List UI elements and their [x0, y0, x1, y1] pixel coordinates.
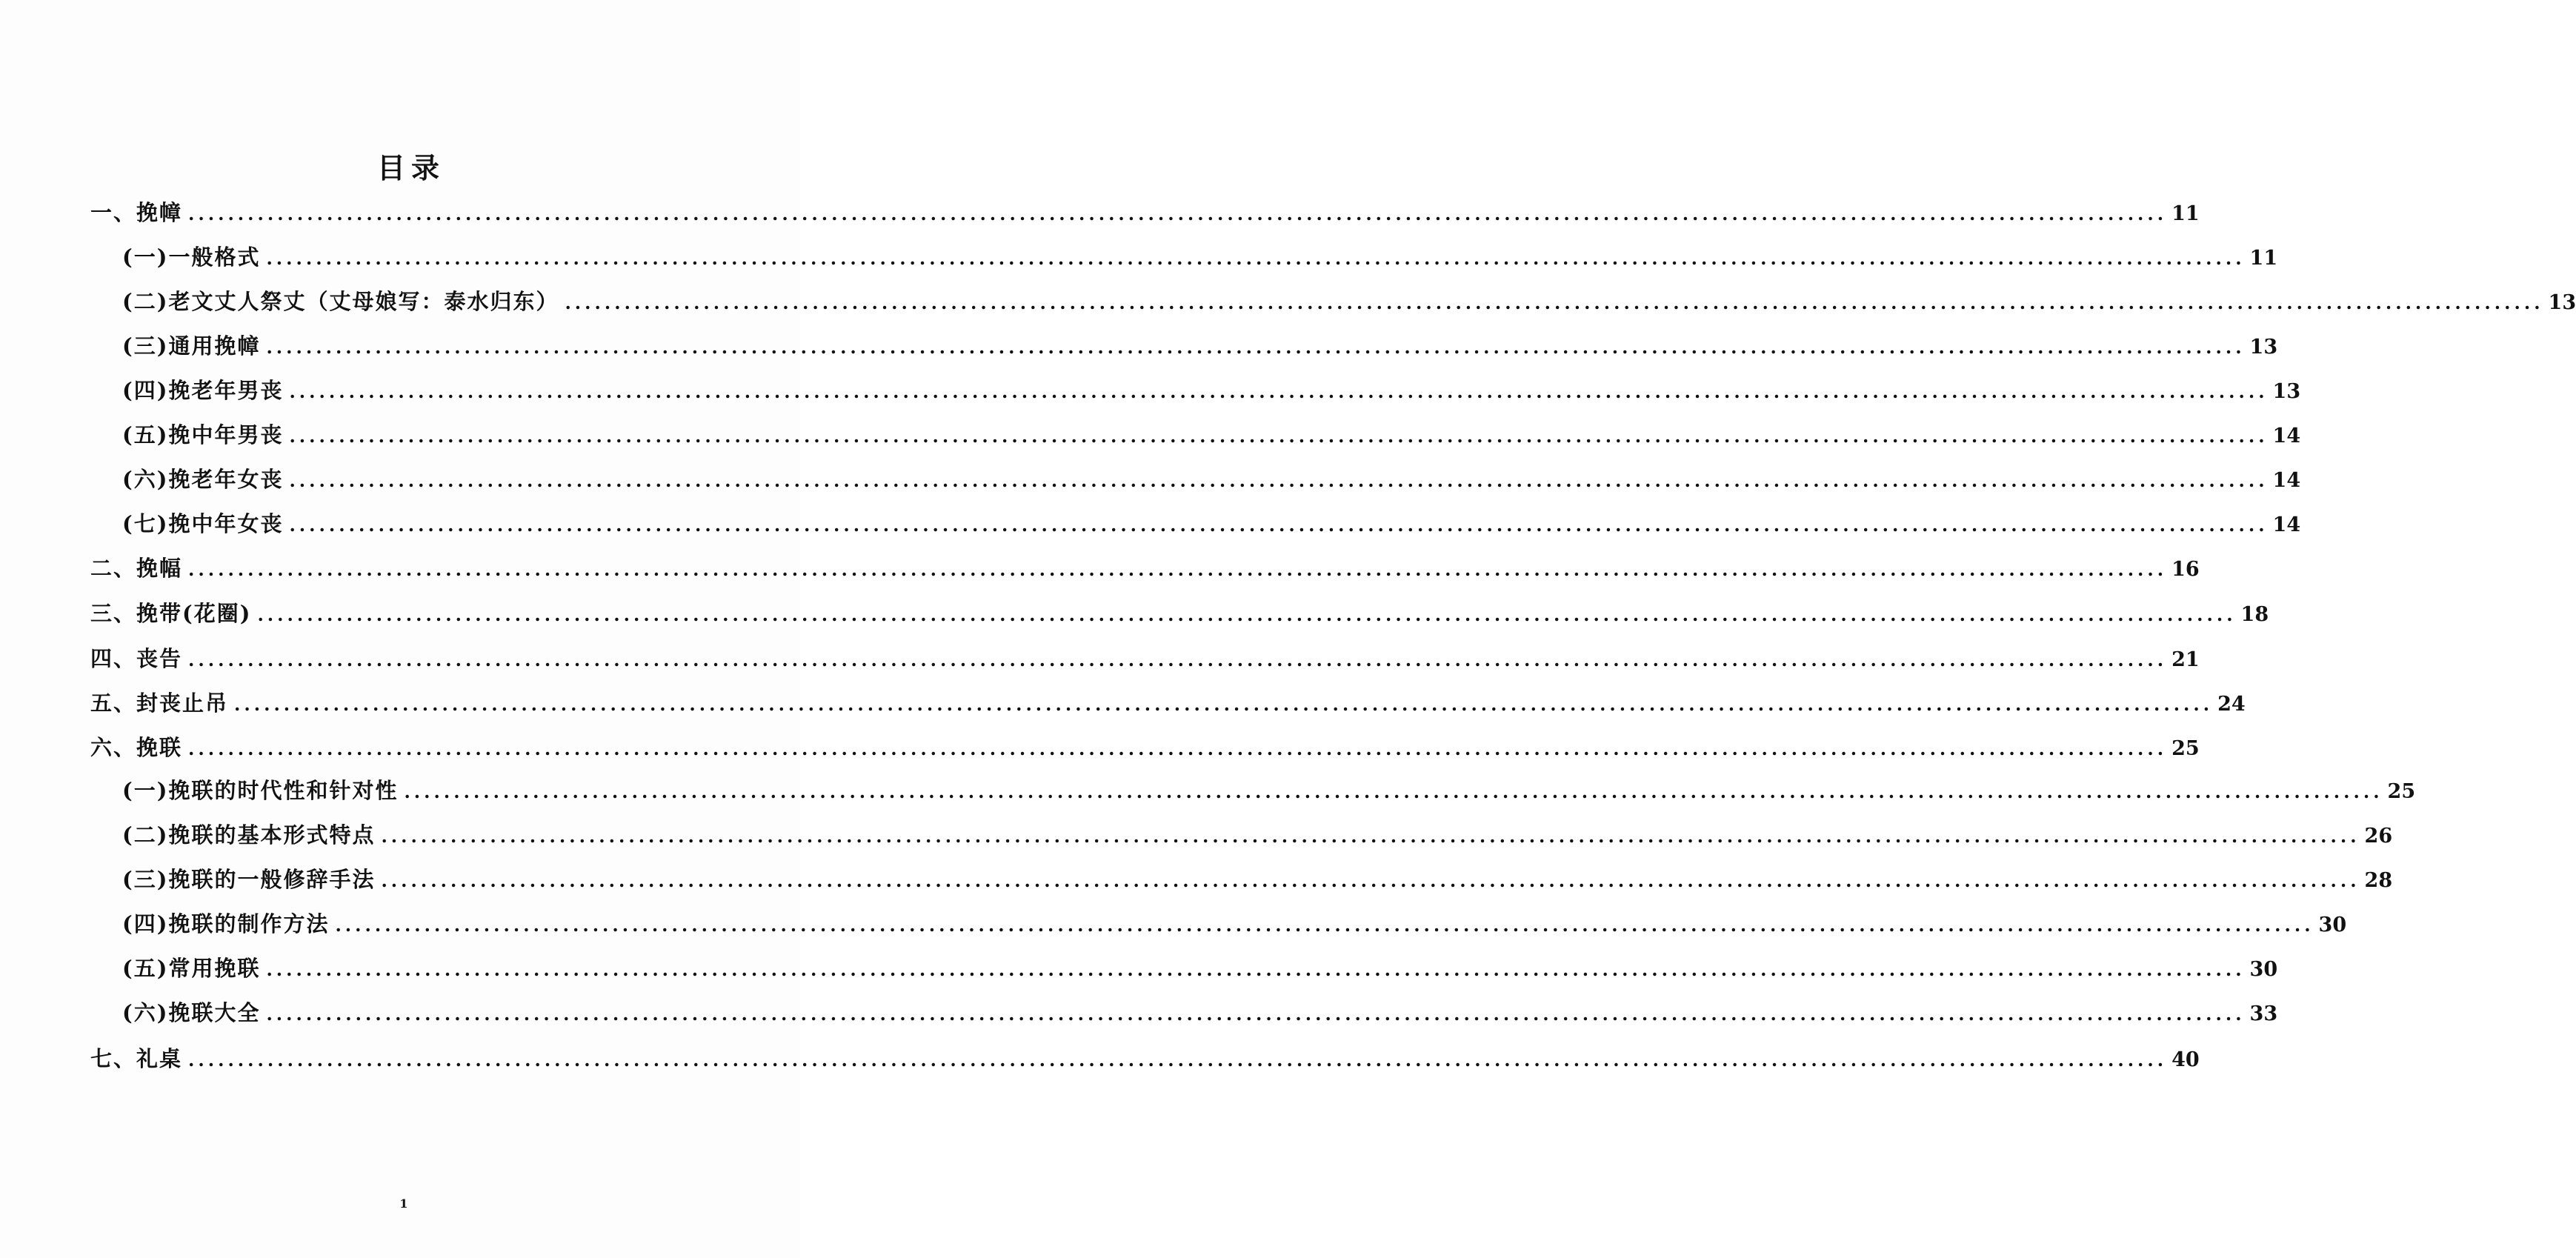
toc-entry — [122, 908, 2347, 940]
toc-entry-page: 25 — [2171, 737, 2200, 760]
toc-dot-leader: ........................................................................................................................................................................................................ — [188, 738, 2168, 759]
toc-entry — [122, 419, 2301, 451]
toc-entry-page: 13 — [2272, 380, 2301, 403]
toc-entry-page: 28 — [2364, 869, 2393, 892]
toc-dot-leader: ........................................................................................................................................................................................................ — [266, 959, 2246, 980]
toc-entry-label: (七)挽中年女丧 — [122, 511, 284, 536]
toc-dot-leader: ........................................................................................................................................................................................................ — [565, 292, 2544, 313]
toc-entry-label: 二、挽幅 — [90, 556, 183, 581]
toc-dot-leader: ........................................................................................................................................................................................................ — [381, 870, 2360, 891]
toc-entry — [122, 507, 2301, 540]
toc-entry-label: (六)挽联大全 — [122, 1000, 261, 1025]
toc-entry-page: 16 — [2171, 558, 2200, 581]
toc-entry — [122, 863, 2393, 896]
toc-entry — [122, 952, 2278, 985]
toc-dot-leader: ........................................................................................................................................................................................................ — [289, 470, 2269, 491]
toc-entry-label: (一)一般格式 — [122, 244, 261, 270]
toc-entry-page: 14 — [2272, 425, 2301, 447]
toc-dot-leader: ........................................................................................................................................................................................................ — [266, 247, 2246, 269]
toc-dot-leader: ........................................................................................................................................................................................................ — [381, 825, 2360, 847]
toc-entry-label: 六、挽联 — [90, 735, 183, 760]
toc-dot-leader: ........................................................................................................................................................................................................ — [257, 604, 2237, 625]
toc-entry-label: 一、挽幛 — [90, 200, 183, 225]
toc-entry-label: (三)通用挽幛 — [122, 333, 261, 359]
toc-dot-leader: ........................................................................................................................................................................................................ — [289, 514, 2269, 536]
toc-entry-page: 33 — [2249, 1002, 2278, 1025]
page-number: 1 — [399, 1197, 408, 1211]
toc-entry-label: (三)挽联的一般修辞手法 — [122, 867, 376, 892]
toc-entry-page: 18 — [2240, 603, 2269, 626]
toc-entry-page: 14 — [2272, 513, 2301, 536]
toc-entry-label: 三、挽带(花圈) — [90, 601, 252, 626]
toc-entry — [122, 996, 2278, 1029]
toc-entry-label: 四、丧告 — [90, 646, 183, 671]
toc-dot-leader: ........................................................................................................................................................................................................ — [335, 914, 2314, 936]
toc-entry — [90, 597, 2269, 630]
toc-dot-leader: ........................................................................................................................................................................................................ — [266, 1003, 2246, 1025]
toc-entry-page: 21 — [2171, 648, 2200, 671]
toc-entry-label: (五)挽中年男丧 — [122, 422, 284, 447]
toc-entry — [122, 285, 2576, 318]
toc-dot-leader: ........................................................................................................................................................................................................ — [188, 559, 2168, 580]
toc-dot-leader: ........................................................................................................................................................................................................ — [234, 693, 2214, 715]
toc-dot-leader: ........................................................................................................................................................................................................ — [188, 1049, 2168, 1071]
toc-entry — [122, 374, 2301, 407]
toc-entry-label: (二)挽联的基本形式特点 — [122, 822, 376, 848]
toc-entry — [122, 330, 2278, 362]
toc-entry-label: (四)挽老年男丧 — [122, 378, 284, 403]
toc-entry — [90, 552, 2200, 585]
toc-entry — [90, 642, 2200, 675]
toc-entry-page: 40 — [2171, 1048, 2200, 1071]
toc-entry-label: (四)挽联的制作方法 — [122, 911, 330, 936]
toc-entry-page: 24 — [2217, 693, 2246, 716]
toc-entry — [122, 463, 2301, 496]
toc-entry-page: 26 — [2364, 825, 2393, 848]
toc-entry-page: 13 — [2548, 291, 2576, 314]
toc-entry-label: (一)挽联的时代性和针对性 — [122, 778, 399, 803]
toc-entry-label: (二)老文丈人祭丈（丈母娘写：泰水归东） — [122, 289, 559, 314]
toc-entry-page: 14 — [2272, 469, 2301, 492]
toc-dot-leader: ........................................................................................................................................................................................................ — [289, 381, 2269, 402]
toc-entry-page: 30 — [2318, 913, 2347, 936]
toc-entry — [122, 819, 2393, 851]
toc-entry — [122, 774, 2416, 807]
toc-entry — [90, 196, 2200, 229]
toc-entry-label: (五)常用挽联 — [122, 956, 261, 981]
toc-entry — [90, 731, 2200, 764]
toc-dot-leader: ........................................................................................................................................................................................................ — [188, 649, 2168, 670]
toc-entry-page: 25 — [2387, 780, 2416, 803]
toc-entry-label: 七、礼桌 — [90, 1046, 183, 1071]
toc-entry-page: 11 — [2171, 202, 2200, 225]
toc-entry-label: 五、封丧止吊 — [90, 690, 229, 716]
toc-entry-page: 30 — [2249, 958, 2278, 981]
toc-entry — [90, 687, 2246, 719]
toc-title: 目录 — [376, 151, 445, 184]
toc-dot-leader: ........................................................................................................................................................................................................ — [404, 781, 2383, 802]
toc-entry — [90, 1042, 2200, 1075]
toc-dot-leader: ........................................................................................................................................................................................................ — [266, 336, 2246, 358]
toc-entry-page: 13 — [2249, 336, 2278, 359]
toc-dot-leader: ........................................................................................................................................................................................................ — [188, 203, 2168, 224]
toc-entry-page: 11 — [2249, 247, 2278, 270]
toc-entry — [122, 241, 2278, 273]
toc-entry-label: (六)挽老年女丧 — [122, 467, 284, 492]
toc-dot-leader: ........................................................................................................................................................................................................ — [289, 425, 2269, 447]
